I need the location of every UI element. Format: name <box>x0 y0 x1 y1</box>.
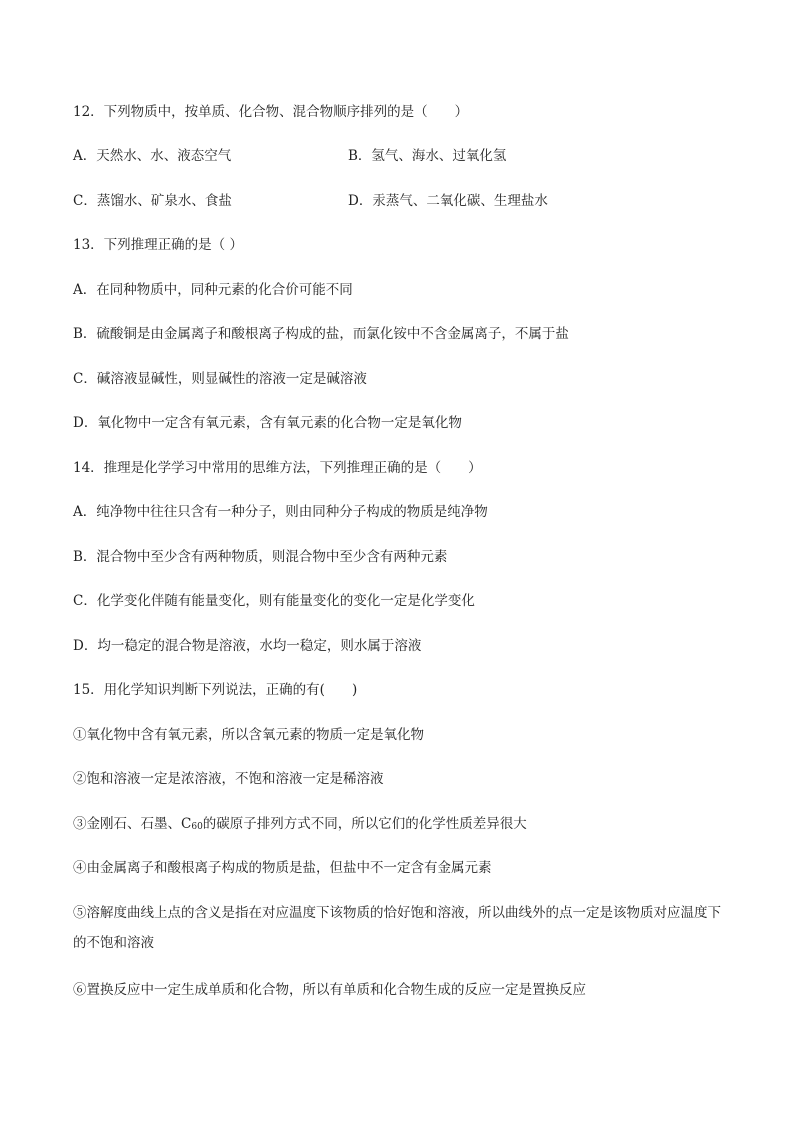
question-14-option-c: C．化学变化伴随有能量变化，则有能量变化的变化一定是化学变化 <box>73 593 475 609</box>
question-14-stem: 14．推理是化学学习中常用的思维方法，下列推理正确的是（ ） <box>73 460 482 476</box>
question-15-statement-6: ⑥置换反应中一定生成单质和化合物，所以有单质和化合物生成的反应一定是置换反应 <box>73 982 586 998</box>
question-12-option-a: A．天然水、水、液态空气 <box>73 148 232 164</box>
question-14-option-d: D．均一稳定的混合物是溶液，水均一稳定，则水属于溶液 <box>73 638 422 654</box>
question-15-statement-2: ②饱和溶液一定是浓溶液，不饱和溶液一定是稀溶液 <box>73 771 384 787</box>
question-15-statement-3 <box>73 814 527 837</box>
question-15-stem: 15．用化学知识判断下列说法，正确的有( ) <box>73 682 358 698</box>
question-12-option-b: B．氢气、海水、过氧化氢 <box>348 148 507 164</box>
question-13-option-d: D．氧化物中一定含有氧元素，含有氧元素的化合物一定是氧化物 <box>73 415 462 431</box>
statement-3-suffix: 的碳原子排列方式不同，所以它们的化学性质差异很大 <box>202 816 527 832</box>
question-14-option-b: B．混合物中至少含有两种物质，则混合物中至少含有两种元素 <box>73 549 448 565</box>
question-15-statement-4: ④由金属离子和酸根离子构成的物质是盐，但盐中不一定含有金属元素 <box>73 860 492 876</box>
question-13-option-b: B．硫酸铜是由金属离子和酸根离子构成的盐，而氯化铵中不含金属离子，不属于盐 <box>73 326 569 342</box>
question-14-option-a: A．纯净物中往往只含有一种分子，则由同种分子构成的物质是纯净物 <box>73 504 488 520</box>
statement-3-subscript: 60 <box>191 822 203 832</box>
question-12-option-d: D．汞蒸气、二氧化碳、生理盐水 <box>348 193 548 209</box>
question-12-stem: 12．下列物质中，按单质、化合物、混合物顺序排列的是（ ） <box>73 104 469 120</box>
question-13-option-c: C．碱溶液显碱性，则显碱性的溶液一定是碱溶液 <box>73 371 367 387</box>
question-15-statement-1: ①氧化物中含有氧元素，所以含氧元素的物质一定是氧化物 <box>73 727 424 743</box>
question-12-option-c: C．蒸馏水、矿泉水、食盐 <box>73 193 232 209</box>
question-13-stem: 13．下列推理正确的是（ ） <box>73 237 243 253</box>
statement-3-prefix: ③金刚石、石墨、C <box>73 816 192 832</box>
question-13-option-a: A．在同种物质中，同种元素的化合价可能不同 <box>73 282 353 298</box>
question-15-statement-5: ⑤溶解度曲线上点的含义是指在对应温度下该物质的恰好饱和溶液，所以曲线外的点一定是该物质对应温度下的不饱和溶液 <box>73 905 721 951</box>
